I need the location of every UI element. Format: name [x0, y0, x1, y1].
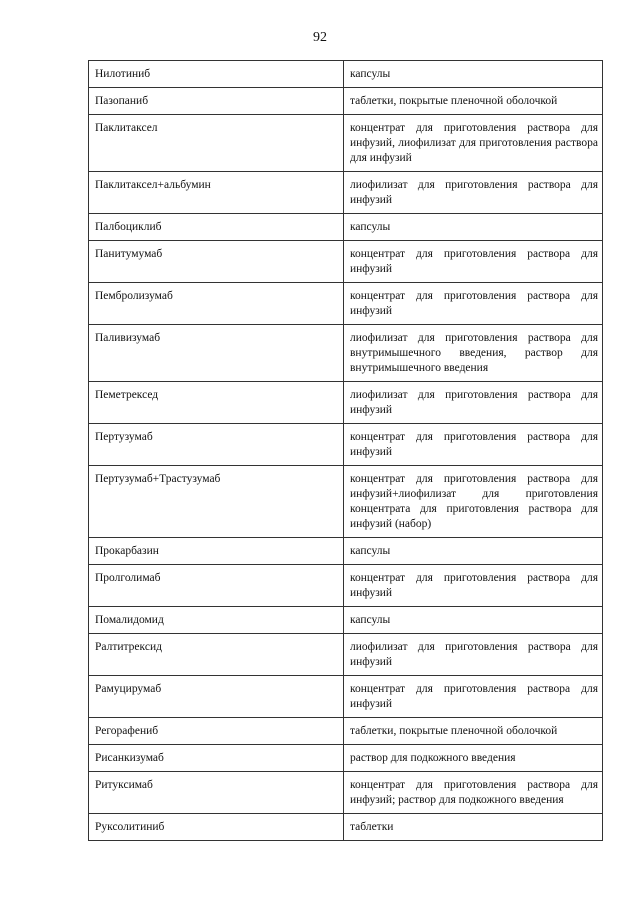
- drug-table: [88, 60, 603, 841]
- drug-name-cell: Руксолитиниб: [89, 814, 344, 841]
- drug-name-cell: Пазопаниб: [89, 88, 344, 115]
- drug-name-cell: Пеметрексед: [89, 382, 344, 424]
- table-row: [89, 214, 603, 241]
- drug-name-cell: Палбоциклиб: [89, 214, 344, 241]
- drug-name-cell: Регорафениб: [89, 718, 344, 745]
- dosage-form-cell: лиофилизат для приготовления раствора для инфузий: [344, 172, 603, 214]
- dosage-form-cell: таблетки, покрытые пленочной оболочкой: [344, 718, 603, 745]
- drug-name-cell: Нилотиниб: [89, 61, 344, 88]
- drug-name-cell: Паливизумаб: [89, 325, 344, 382]
- drug-name-cell: Паклитаксел+альбумин: [89, 172, 344, 214]
- table-row: [89, 814, 603, 841]
- table-row: [89, 283, 603, 325]
- table-row: [89, 718, 603, 745]
- dosage-form-cell: капсулы: [344, 607, 603, 634]
- dosage-form-cell: таблетки, покрытые пленочной оболочкой: [344, 88, 603, 115]
- table-row: [89, 745, 603, 772]
- dosage-form-cell: концентрат для приготовления раствора для инфузий, лиофилизат для приготовления раствора для инфузий: [344, 115, 603, 172]
- drug-name-cell: Пембролизумаб: [89, 283, 344, 325]
- table-row: [89, 565, 603, 607]
- dosage-form-cell: капсулы: [344, 61, 603, 88]
- drug-name-cell: Пертузумаб+Трастузумаб: [89, 466, 344, 538]
- table-row: [89, 61, 603, 88]
- dosage-form-cell: концентрат для приготовления раствора для инфузий: [344, 424, 603, 466]
- drug-name-cell: Помалидомид: [89, 607, 344, 634]
- table-row: [89, 772, 603, 814]
- page-number: 92: [313, 30, 327, 45]
- drug-name-cell: Прокарбазин: [89, 538, 344, 565]
- table-row: [89, 607, 603, 634]
- dosage-form-cell: таблетки: [344, 814, 603, 841]
- drug-name-cell: Ралтитрексид: [89, 634, 344, 676]
- dosage-form-cell: концентрат для приготовления раствора для инфузий+лиофилизат для приготовления концентрата для приготовления раствора для инфузий (набор): [344, 466, 603, 538]
- dosage-form-cell: лиофилизат для приготовления раствора для внутримышечного введения, раствор для внутримышечного введения: [344, 325, 603, 382]
- dosage-form-cell: концентрат для приготовления раствора для инфузий: [344, 676, 603, 718]
- drug-name-cell: Ритуксимаб: [89, 772, 344, 814]
- dosage-form-cell: лиофилизат для приготовления раствора для инфузий: [344, 634, 603, 676]
- drug-name-cell: Паклитаксел: [89, 115, 344, 172]
- dosage-form-cell: концентрат для приготовления раствора для инфузий: [344, 283, 603, 325]
- drug-name-cell: Пертузумаб: [89, 424, 344, 466]
- dosage-form-cell: концентрат для приготовления раствора для инфузий: [344, 241, 603, 283]
- table-row: [89, 538, 603, 565]
- table-row: [89, 382, 603, 424]
- table-row: [89, 424, 603, 466]
- dosage-form-cell: раствор для подкожного введения: [344, 745, 603, 772]
- dosage-form-cell: капсулы: [344, 214, 603, 241]
- drug-table-body: [89, 61, 603, 841]
- table-row: [89, 115, 603, 172]
- dosage-form-cell: концентрат для приготовления раствора для инфузий: [344, 565, 603, 607]
- table-row: [89, 676, 603, 718]
- drug-name-cell: Рисанкизумаб: [89, 745, 344, 772]
- drug-name-cell: Пролголимаб: [89, 565, 344, 607]
- table-row: [89, 325, 603, 382]
- table-row: [89, 241, 603, 283]
- dosage-form-cell: капсулы: [344, 538, 603, 565]
- table-row: [89, 466, 603, 538]
- table-row: [89, 634, 603, 676]
- dosage-form-cell: концентрат для приготовления раствора для инфузий; раствор для подкожного введения: [344, 772, 603, 814]
- drug-name-cell: Панитумумаб: [89, 241, 344, 283]
- table-row: [89, 172, 603, 214]
- dosage-form-cell: лиофилизат для приготовления раствора для инфузий: [344, 382, 603, 424]
- drug-name-cell: Рамуцирумаб: [89, 676, 344, 718]
- table-row: [89, 88, 603, 115]
